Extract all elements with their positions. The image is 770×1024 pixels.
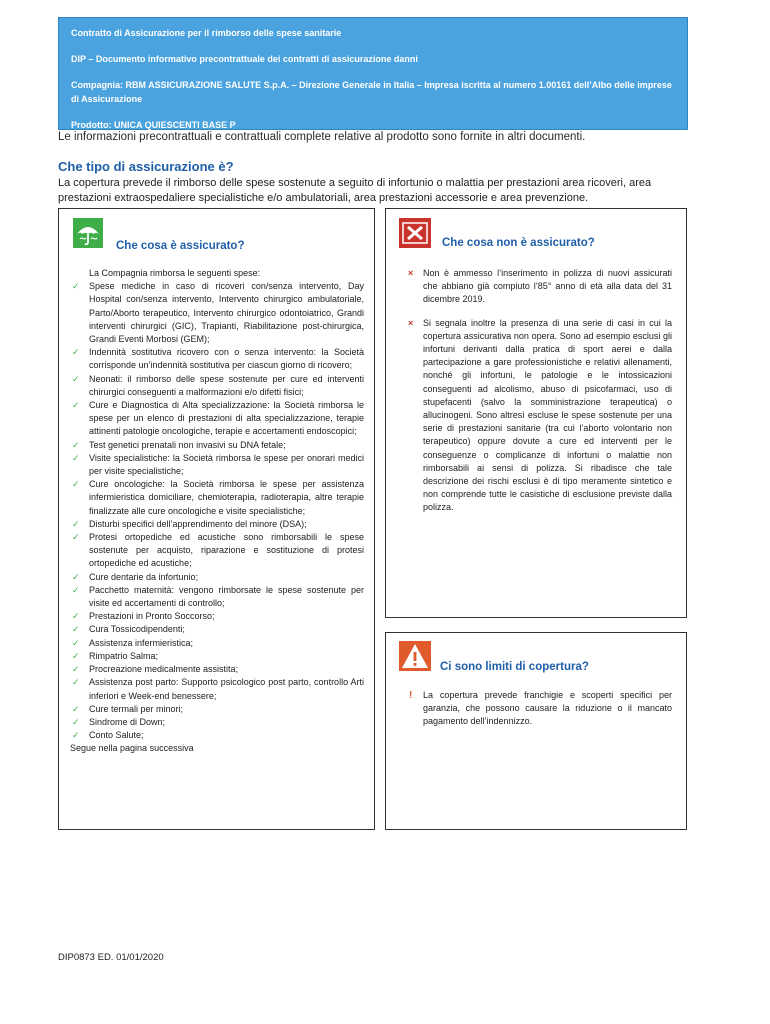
list-item: ! La copertura prevede franchigie e scoperti specifici per garanzia, che possono causare la riduzione o il mancato pagamento dell’indennizzo. — [409, 690, 672, 727]
intro-text: Le informazioni precontrattuali e contrattuali complete relative al prodotto sono fornite in altri documenti. — [58, 131, 586, 143]
check-icon: ✓ — [72, 624, 80, 635]
list-item: ✓ Cure e Diagnostica di Alta specializzazione: la Società rimborsa le spese per un elenco di prestazioni di alta specializzazione, terapie attinenti patologie oncologiche, terapie e accertamenti endoscopici; — [72, 400, 364, 437]
check-icon: ✓ — [72, 703, 80, 714]
list-item: ✓ Prestazioni in Pronto Soccorso; — [70, 610, 364, 623]
check-icon: ✓ — [72, 281, 80, 292]
header-dip-line: DIP – Documento informativo precontrattuale dei contratti di assicurazione danni — [71, 54, 418, 64]
covered-title: Che cosa è assicurato? — [116, 240, 245, 252]
check-icon: ✓ — [72, 400, 80, 411]
check-icon: ✓ — [72, 452, 80, 463]
cross-icon — [399, 218, 431, 248]
list-item: ✓ Cure termali per minori; — [70, 703, 364, 716]
exclamation-icon: ! — [409, 690, 413, 701]
list-item: ✓ Spese mediche in caso di ricoveri con/senza intervento, Day Hospital con/senza intervento, Intervento chirurgico ambulatoriale, Parto/Aborto terapeutico, Intervento chirurgico odontoiatrico, Grandi interventi chirurgici (GIC), Trapianti, Riabilitazione post-chirurgica, Grandi Eventi Morbosi (GEM); — [72, 281, 364, 345]
check-icon: ✓ — [72, 479, 80, 490]
list-item: ✓ Rimpatrio Salma; — [70, 650, 364, 663]
cross-mark-icon: × — [408, 268, 414, 278]
check-icon: ✓ — [72, 716, 80, 727]
list-item: ✓ Disturbi specifici dell’apprendimento del minore (DSA); — [70, 518, 364, 531]
header-product-line: Prodotto: UNICA QUIESCENTI BASE P — [71, 120, 236, 130]
covered-lead: La Compagnia rimborsa le seguenti spese: — [89, 268, 261, 278]
check-icon: ✓ — [72, 584, 80, 595]
limits-list — [408, 689, 672, 729]
covered-list — [70, 267, 364, 756]
check-icon: ✓ — [72, 347, 80, 358]
list-item: ✓ Test genetici prenatali non invasivi su DNA fetale; — [70, 439, 364, 452]
list-item: × Non è ammesso l’inserimento in polizza di nuovi assicurati che abbiano già compiuto l’85° anno di età alla data del 31 dicembre 2019. — [408, 268, 672, 305]
check-icon: ✓ — [72, 637, 80, 648]
check-icon: ✓ — [72, 730, 80, 741]
header-contract-line: Contratto di Assicurazione per il rimborso delle spese sanitarie — [71, 28, 342, 38]
check-icon: ✓ — [72, 373, 80, 384]
list-item: ✓ Sindrome di Down; — [70, 716, 364, 729]
header-company-line: Compagnia: RBM ASSICURAZIONE SALUTE S.p.A. – Direzione Generale in Italia – Impresa iscritta al numero 1.00161 dell’Albo delle imprese di Assicurazione — [71, 80, 672, 104]
continued-note: Segue nella pagina successiva — [70, 743, 194, 754]
list-item: ✓ Conto Salute; — [70, 729, 364, 742]
document-header — [58, 17, 688, 130]
list-item: ✓ Assistenza infermieristica; — [70, 637, 364, 650]
list-item: ✓ Pacchetto maternità: vengono rimborsate le spese sostenute per visite ed accertamenti di controllo; — [72, 584, 364, 609]
list-item: ✓ Cure dentarie da infortunio; — [70, 571, 364, 584]
not-covered-title: Che cosa non è assicurato? — [442, 237, 595, 249]
section-text: La copertura prevede il rimborso delle spese sostenute a seguito di infortunio o malattia per prestazioni area ricoveri, area prestazioni extraospedaliere specialistiche e/o ambulatoriali, area prestazioni accessorie e area prevenzione. — [58, 177, 652, 204]
cross-mark-icon: × — [408, 317, 414, 328]
check-icon: ✓ — [72, 532, 80, 543]
not-covered-list — [408, 267, 672, 525]
check-icon: ✓ — [72, 677, 80, 688]
section-title: Che tipo di assicurazione è? — [58, 159, 234, 174]
list-item: ✓ Assistenza post parto: Supporto psicologico post parto, controllo Arti inferiori e Week-end benessere; — [72, 677, 364, 701]
check-icon: ✓ — [72, 664, 80, 675]
list-item: ✓ Neonati: il rimborso delle spese sostenute per cure ed interventi chirurgici conseguenti a malformazioni e/o difetti fisici; — [72, 373, 364, 397]
list-item: ✓ Indennità sostitutiva ricovero con o senza intervento: la Società corrisponde un’indennità sostitutiva per ciascun giorno di ricovero; — [72, 347, 364, 371]
list-item: ✓ Visite specialistiche: la Società rimborsa le spese per onorari medici per visite specialistiche; — [72, 452, 364, 477]
warning-icon — [399, 641, 431, 671]
limits-title: Ci sono limiti di copertura? — [440, 661, 589, 673]
list-item: ✓ Cura Tossicodipendenti; — [70, 623, 364, 636]
list-item: ✓ Procreazione medicalmente assistita; — [70, 663, 364, 676]
list-item: ✓ Protesi ortopediche ed acustiche sono rimborsabili le spese sostenute per acquisto, riparazione e sostituzione di protesi ortopediche ed acustiche; — [72, 532, 364, 569]
check-icon: ✓ — [72, 439, 80, 450]
list-item: × Si segnala inoltre la presenza di una serie di casi in cui la copertura assicurativa non opera. Sono ad esempio esclusi gli infortuni derivanti dalla pratica di sport aerei e dalla partecipazione a gare professionistiche e relativi allenamenti, nonché gli infortuni, le patologie e le intossicazioni conseguenti ad alcolismo, abuso di psicofarmaci, uso di stupefacenti (salvo la somministrazione terapeutica) o allucinogeni. Sono altresì escluse le spese sostenute per una serie di prestazioni sanitarie (tra cui l’aborto volontario non terapeutico) oppure dovute a cure ed interventi per le conseguenze o complicanze di infortuni o malattie non rimborsabili ai sensi di polizza. Si ribadisce che tale descrizione dei rischi esclusi è di tipo meramente sintetico e non comprende tutte le casistiche di esclusione previste dalla polizza. — [408, 317, 672, 513]
check-icon: ✓ — [72, 650, 80, 661]
umbrella-icon — [73, 218, 103, 248]
check-icon: ✓ — [72, 571, 80, 582]
check-icon: ✓ — [72, 518, 80, 529]
check-icon: ✓ — [72, 611, 80, 622]
list-item: ✓ Cure oncologiche: la Società rimborsa le spese per assistenza infermieristica domiciliare, chemioterapia, radioterapia, altre terapie finalizzate alle cure oncologiche e visite specialistiche; — [72, 479, 364, 516]
document-code: DIP0873 ED. 01/01/2020 — [58, 952, 164, 963]
